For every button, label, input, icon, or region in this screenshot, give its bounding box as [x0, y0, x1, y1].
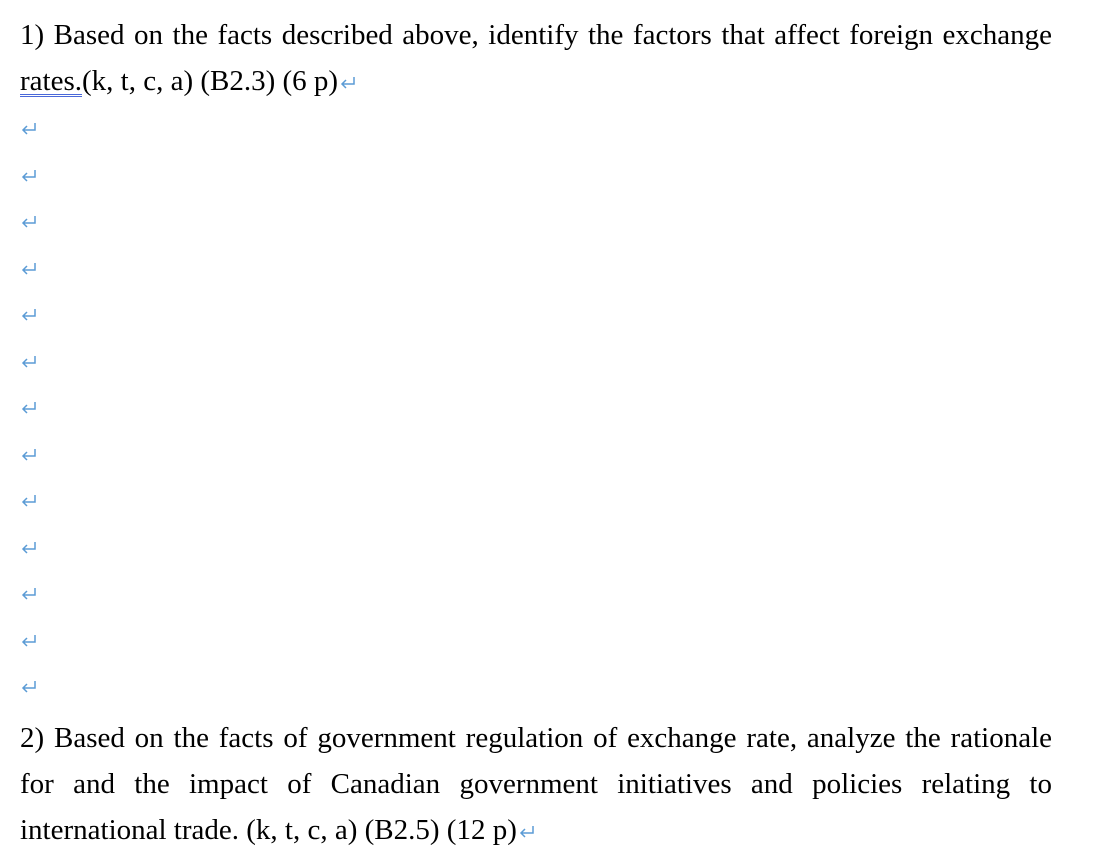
paragraph-mark-icon	[20, 355, 38, 369]
answer-space[interactable]	[20, 106, 1052, 711]
empty-paragraph[interactable]	[20, 199, 1052, 246]
paragraph-mark-icon	[20, 680, 38, 694]
paragraph-mark-icon	[20, 541, 38, 555]
paragraph-mark-icon	[20, 448, 38, 462]
paragraph-mark-icon	[20, 262, 38, 276]
question-1-text-start: 1) Based on the facts described above, identify the factors that affect foreign exchange	[20, 19, 1052, 51]
empty-paragraph[interactable]	[20, 432, 1052, 479]
paragraph-mark-icon	[20, 169, 38, 183]
empty-paragraph[interactable]	[20, 525, 1052, 572]
paragraph-mark-icon	[339, 76, 357, 90]
document-page	[20, 0, 1052, 853]
paragraph-mark-icon	[20, 215, 38, 229]
paragraph-mark-icon	[20, 401, 38, 415]
empty-paragraph[interactable]	[20, 292, 1052, 339]
paragraph-mark-icon	[20, 308, 38, 322]
empty-paragraph[interactable]	[20, 246, 1052, 293]
paragraph-mark-icon	[20, 122, 38, 136]
paragraph-mark-icon	[20, 634, 38, 648]
question-1-text-end: (k, t, c, a) (B2.3) (6 p)	[82, 65, 339, 97]
question-2-text: 2) Based on the facts of government regulation of exchange rate, analyze the rationale for and the impact of Canadian government initiatives and policies relating to international trade. (k, t, c, a) (B2.5) (12 p)	[20, 721, 1052, 846]
spellcheck-flagged-word: rates.	[20, 65, 82, 97]
empty-paragraph[interactable]	[20, 339, 1052, 386]
question-1	[20, 12, 1052, 104]
paragraph-mark-icon	[20, 494, 38, 508]
paragraph-mark-icon	[518, 825, 536, 839]
empty-paragraph[interactable]	[20, 618, 1052, 665]
empty-paragraph[interactable]	[20, 571, 1052, 618]
empty-paragraph[interactable]	[20, 664, 1052, 711]
empty-paragraph[interactable]	[20, 153, 1052, 200]
empty-paragraph[interactable]	[20, 478, 1052, 525]
empty-paragraph[interactable]	[20, 106, 1052, 153]
paragraph-mark-icon	[20, 587, 38, 601]
question-2	[20, 715, 1052, 853]
empty-paragraph[interactable]	[20, 385, 1052, 432]
